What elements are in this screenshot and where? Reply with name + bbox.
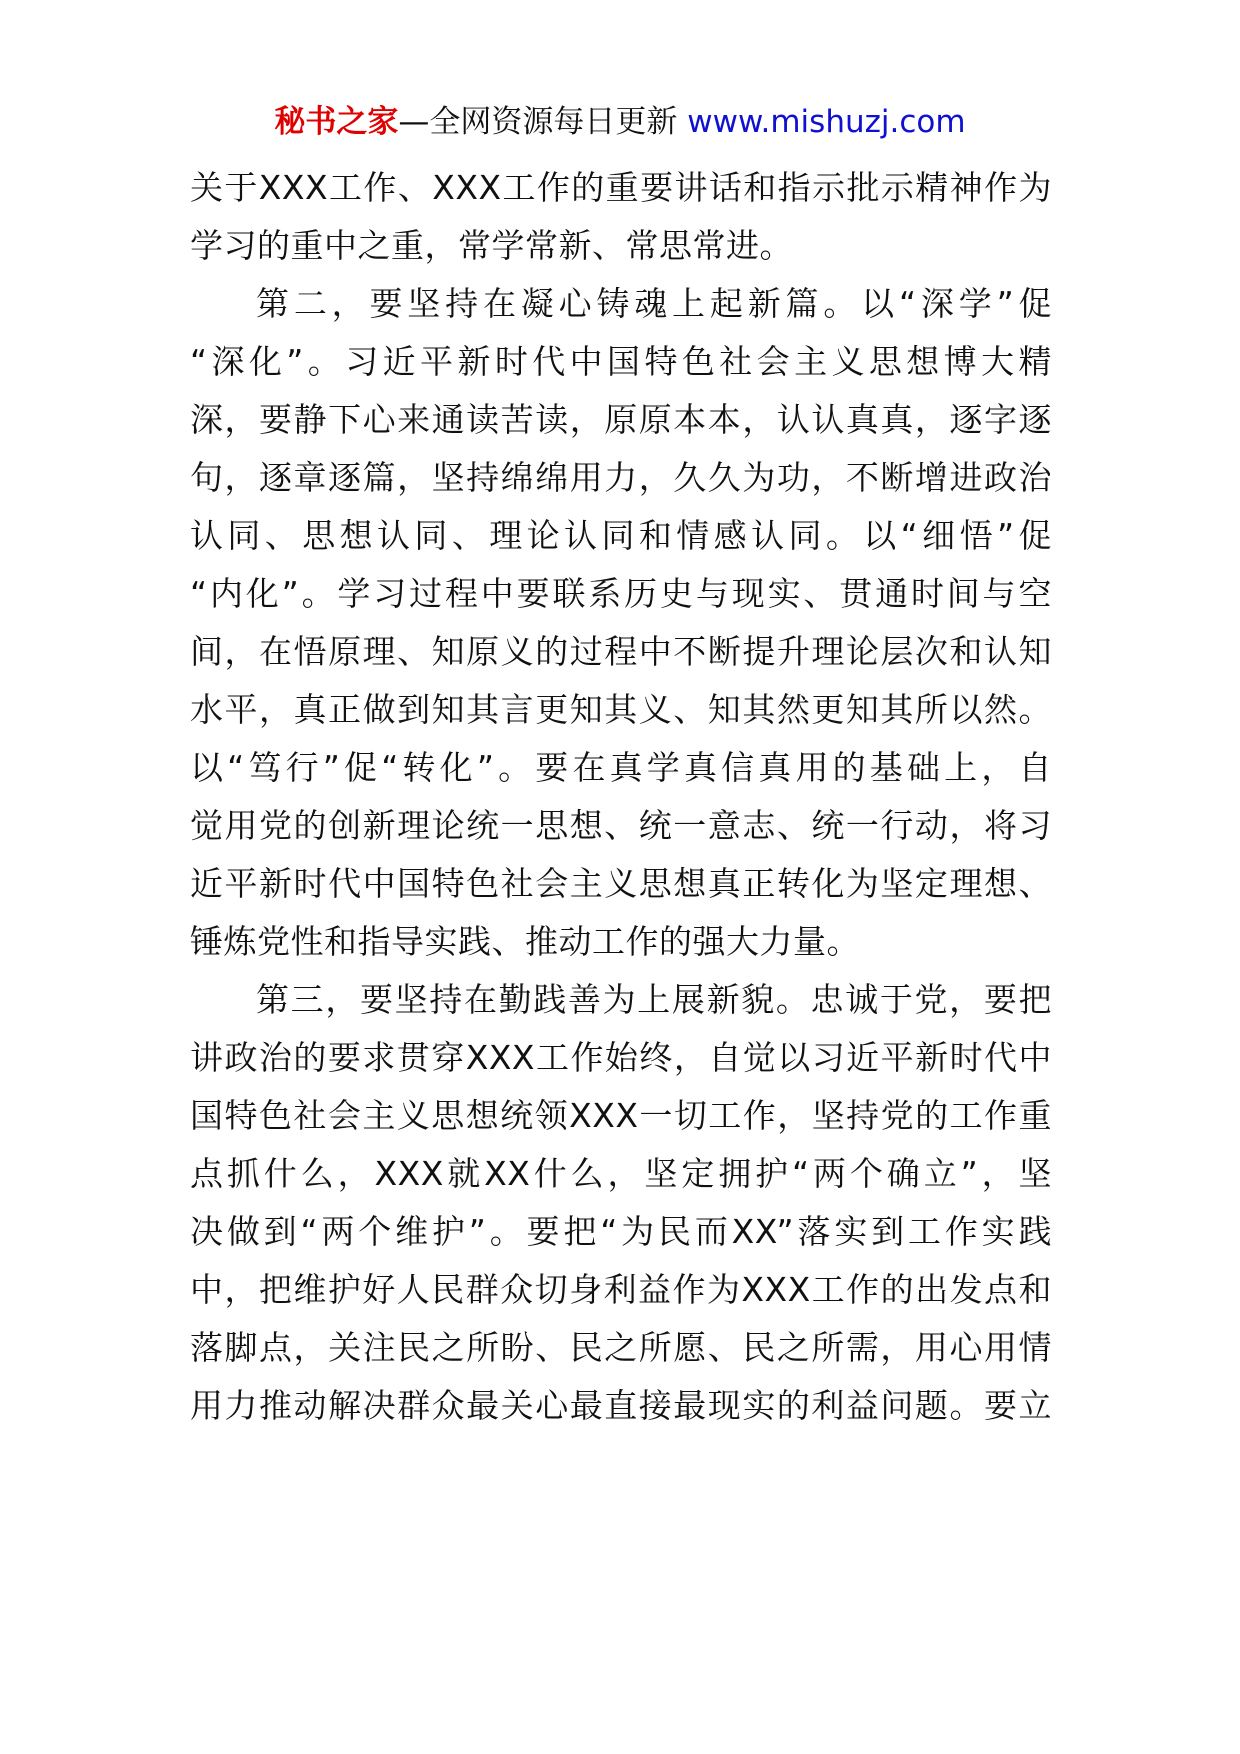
brand-name: 秘书之家	[274, 104, 399, 140]
text-line: 句，逐章逐篇，坚持绵绵用力，久久为功，不断增进政治	[190, 458, 1052, 497]
text-line: 点抓什么，XXX就XX什么，坚定拥护“两个确立”，坚	[190, 1154, 1052, 1193]
text-line: 学习的重中之重，常学常新、常思常进。	[190, 226, 793, 265]
text-line: 决做到“两个维护”。要把“为民而XX”落实到工作实践	[190, 1212, 1052, 1251]
text-line: 讲政治的要求贯穿XXX工作始终，自觉以习近平新时代中	[190, 1038, 1052, 1077]
text-line: “内化”。学习过程中要联系历史与现实、贯通时间与空	[190, 574, 1052, 613]
text-line: 认同、思想认同、理论认同和情感认同。以“细悟”促	[190, 516, 1052, 555]
text-line: 水平，真正做到知其言更知其义、知其然更知其所以然。	[190, 690, 1052, 729]
text-line: 国特色社会主义思想统领XXX一切工作，坚持党的工作重	[190, 1096, 1052, 1135]
text-line: 觉用党的创新理论统一思想、统一意志、统一行动，将习	[190, 806, 1052, 845]
text-line: 近平新时代中国特色社会主义思想真正转化为坚定理想、	[190, 864, 1052, 903]
text-line: 间，在悟原理、知原义的过程中不断提升理论层次和认知	[190, 632, 1052, 671]
text-line: 以“笃行”促“转化”。要在真学真信真用的基础上，自	[190, 748, 1052, 787]
text-line: 第三，要坚持在勤践善为上展新貌。忠诚于党，要把	[256, 980, 1052, 1019]
page-header	[0, 98, 1240, 146]
text-line: 中，把维护好人民群众切身利益作为XXX工作的出发点和	[190, 1270, 1052, 1309]
text-line: 深，要静下心来通读苦读，原原本本，认认真真，逐字逐	[190, 400, 1052, 439]
text-line: “深化”。习近平新时代中国特色社会主义思想博大精	[190, 342, 1052, 381]
text-line: 用力推动解决群众最关心最直接最现实的利益问题。要立	[190, 1386, 1052, 1425]
site-url-link[interactable]: www.mishuzj.com	[687, 104, 966, 140]
text-line: 落脚点，关注民之所盼、民之所愿、民之所需，用心用情	[190, 1328, 1052, 1367]
text-line: 第二，要坚持在凝心铸魂上起新篇。以“深学”促	[256, 284, 1052, 323]
header-tagline: —全网资源每日更新	[398, 104, 678, 140]
text-line: 锤炼党性和指导实践、推动工作的强大力量。	[190, 922, 860, 961]
text-line: 关于XXX工作、XXX工作的重要讲话和指示批示精神作为	[190, 168, 1052, 207]
